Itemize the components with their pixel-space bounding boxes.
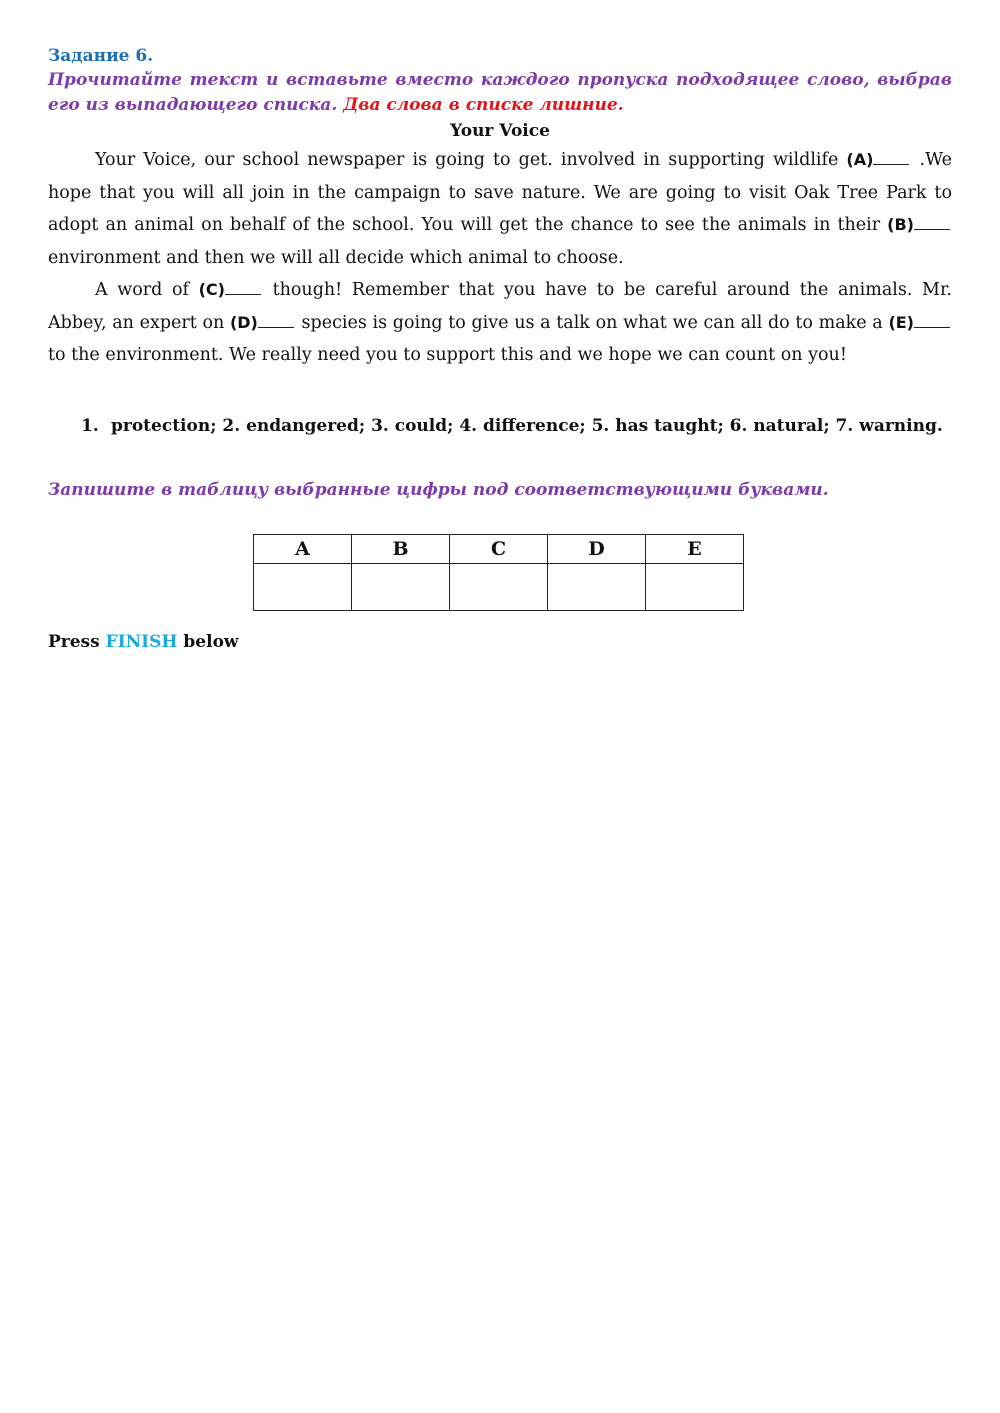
gap-label-e: (E) [888, 312, 914, 332]
header-c: C [450, 535, 548, 564]
instruction-main: Прочитайте текст и вставьте вместо каждого пропуска подходящее слово, выбрав его из выпадающего списка. [48, 70, 952, 115]
answer-cell-b[interactable] [352, 564, 450, 611]
gap-label-a: (A) [846, 150, 874, 169]
gap-e-input[interactable] [914, 311, 950, 328]
paragraph-2-text-2: though! Remember that you have to be careful around the animals. Mr. Abbey, an expert on [48, 280, 952, 333]
gap-b-input[interactable] [914, 213, 950, 230]
gap-label-c: (C) [198, 280, 225, 299]
worksheet [48, 44, 952, 503]
instruction [48, 68, 952, 118]
answer-table [253, 534, 744, 611]
gap-a-input[interactable] [873, 148, 909, 165]
header-d: D [548, 535, 646, 564]
answer-table-header-row [254, 535, 744, 564]
header-e: E [646, 535, 744, 564]
press-finish-note [48, 632, 239, 652]
answer-cell-e[interactable] [646, 564, 744, 611]
answer-table-input-row [254, 564, 744, 611]
word-list-text: protection; 2. endangered; 3. could; 4. difference; 5. has taught; 6. natural; 7. warning. [111, 415, 943, 436]
paragraph-1-text-3: environment and then we will all decide which animal to choose. [48, 247, 624, 268]
paragraph-2-text-4: to the environment. We really need you to support this and we hope we can count on you! [48, 345, 847, 365]
paragraph-2-text-1: A word of [95, 280, 199, 300]
task-number: Задание 6. [48, 46, 154, 66]
press-label: Press [48, 632, 100, 652]
below-label: below [183, 632, 239, 652]
table-instruction: Запишите в таблицу выбранные цифры под соответствующими буквами. [48, 479, 829, 500]
gap-d-input[interactable] [258, 311, 294, 328]
paragraph-1-text-2: .We hope that you will all join in the campaign to save nature. We are going to visit Oak Tree Park to adopt an animal on behalf of the school. You will get the chance to see the animals in their [48, 150, 952, 235]
text-title: Your Voice [450, 121, 550, 141]
gap-label-d: (D) [229, 312, 258, 332]
paragraph-1 [48, 144, 952, 274]
header-b: B [352, 535, 450, 564]
gap-label-b: (B) [887, 215, 914, 234]
paragraph-2 [48, 274, 952, 372]
instruction-warning: Два слова в списке лишние. [343, 95, 624, 115]
word-list [48, 413, 952, 439]
answer-cell-d[interactable] [548, 564, 646, 611]
answer-cell-a[interactable] [254, 564, 352, 611]
gap-c-input[interactable] [225, 278, 261, 295]
answer-cell-c[interactable] [450, 564, 548, 611]
paragraph-2-text-3: species is going to give us a talk on what we can all do to make a [295, 312, 889, 333]
paragraph-1-text-1: Your Voice, our school newspaper is going to get. involved in supporting wildlife [95, 150, 847, 170]
finish-label: FINISH [105, 632, 178, 652]
word-list-first-number: 1. [81, 415, 99, 436]
header-a: A [254, 535, 352, 564]
